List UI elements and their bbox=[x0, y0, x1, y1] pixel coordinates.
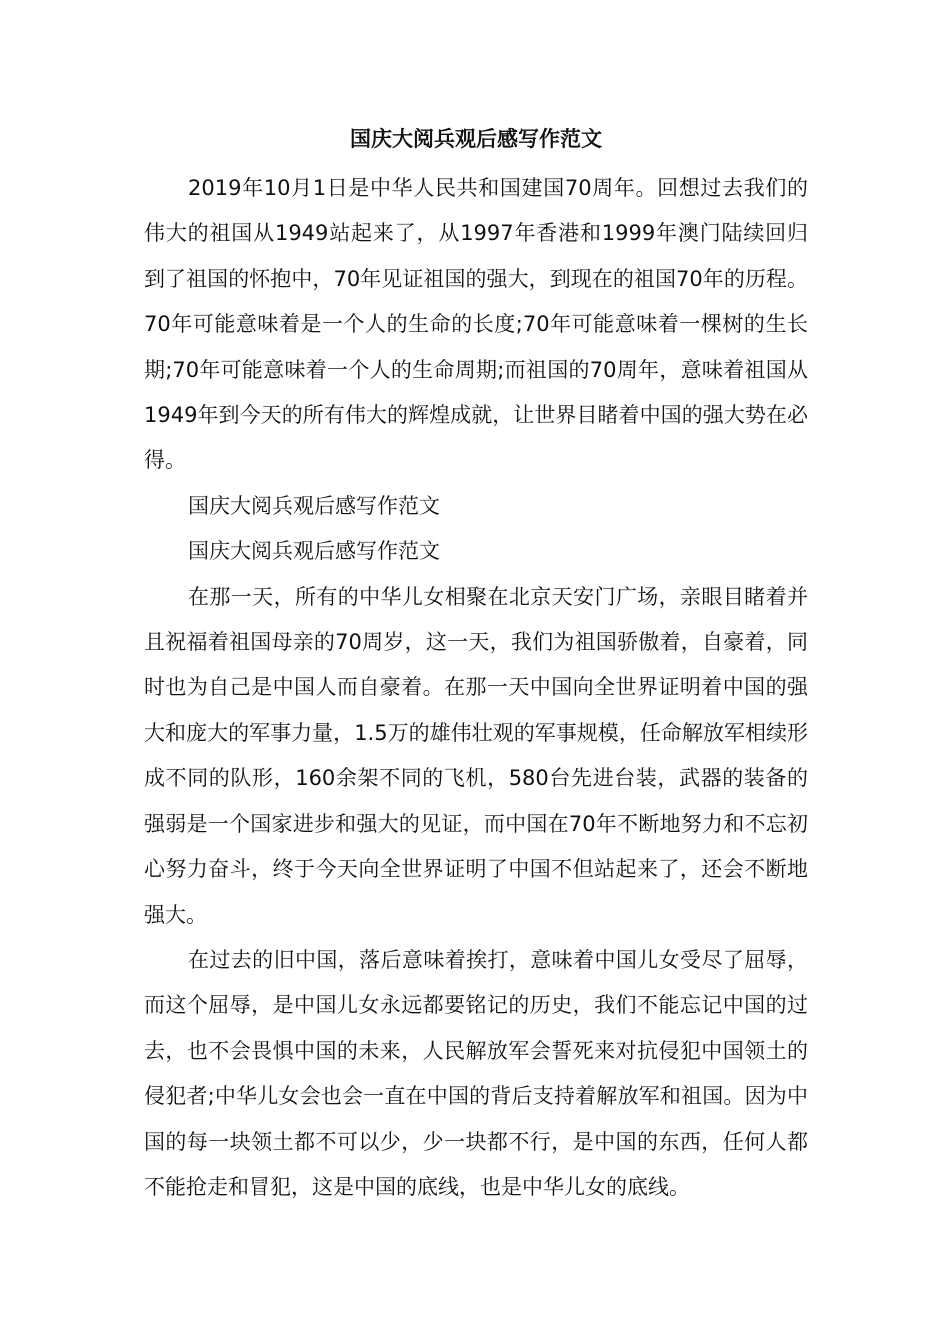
document-body bbox=[144, 118, 808, 1210]
paragraph-intro: 2019年10月1日是中华人民共和国建国70周年。回想过去我们的伟大的祖国从1949站起来了，从1997年香港和1999年澳门陆续回归到了祖国的怀抱中，70年见证祖国的强大，到现在的祖国70年的历程。70年可能意味着是一个人的生命的长度;70年可能意味着一棵树的生长期;70年可能意味着一个人的生命周期;而祖国的70周年，意味着祖国从1949年到今天的所有伟大的辉煌成就，让世界目睹着中国的强大势在必得。 bbox=[144, 176, 808, 473]
document-title: 国庆大阅兵观后感写作范文 bbox=[350, 127, 602, 151]
paragraph-heading-repeat-2: 国庆大阅兵观后感写作范文 bbox=[188, 539, 440, 564]
paragraph-heading-repeat-1: 国庆大阅兵观后感写作范文 bbox=[188, 493, 440, 518]
paragraph-history: 在过去的旧中国，落后意味着挨打，意味着中国儿女受尽了屈辱，而这个屈辱，是中国儿女永远都要铭记的历史，我们不能忘记中国的过去，也不会畏惧中国的未来，人民解放军会誓死来对抗侵犯中国领土的侵犯者;中华儿女会也会一直在中国的背后支持着解放军和祖国。因为中国的每一块领土都不可以少，少一块都不行，是中国的东西，任何人都不能抢走和冒犯，这是中国的底线，也是中华儿女的底线。 bbox=[144, 947, 808, 1199]
paragraph-parade-day: 在那一天，所有的中华儿女相聚在北京天安门广场，亲眼目睹着并且祝福着祖国母亲的70周岁，这一天，我们为祖国骄傲着，自豪着，同时也为自己是中国人而自豪着。在那一天中国向全世界证明着中国的强大和庞大的军事力量，1.5万的雄伟壮观的军事规模，任命解放军相续形成不同的队形，160余架不同的飞机，580台先进台装，武器的装备的强弱是一个国家进步和强大的见证，而中国在70年不断地努力和不忘初心努力奋斗，终于今天向全世界证明了中国不但站起来了，还会不断地强大。 bbox=[144, 584, 808, 927]
